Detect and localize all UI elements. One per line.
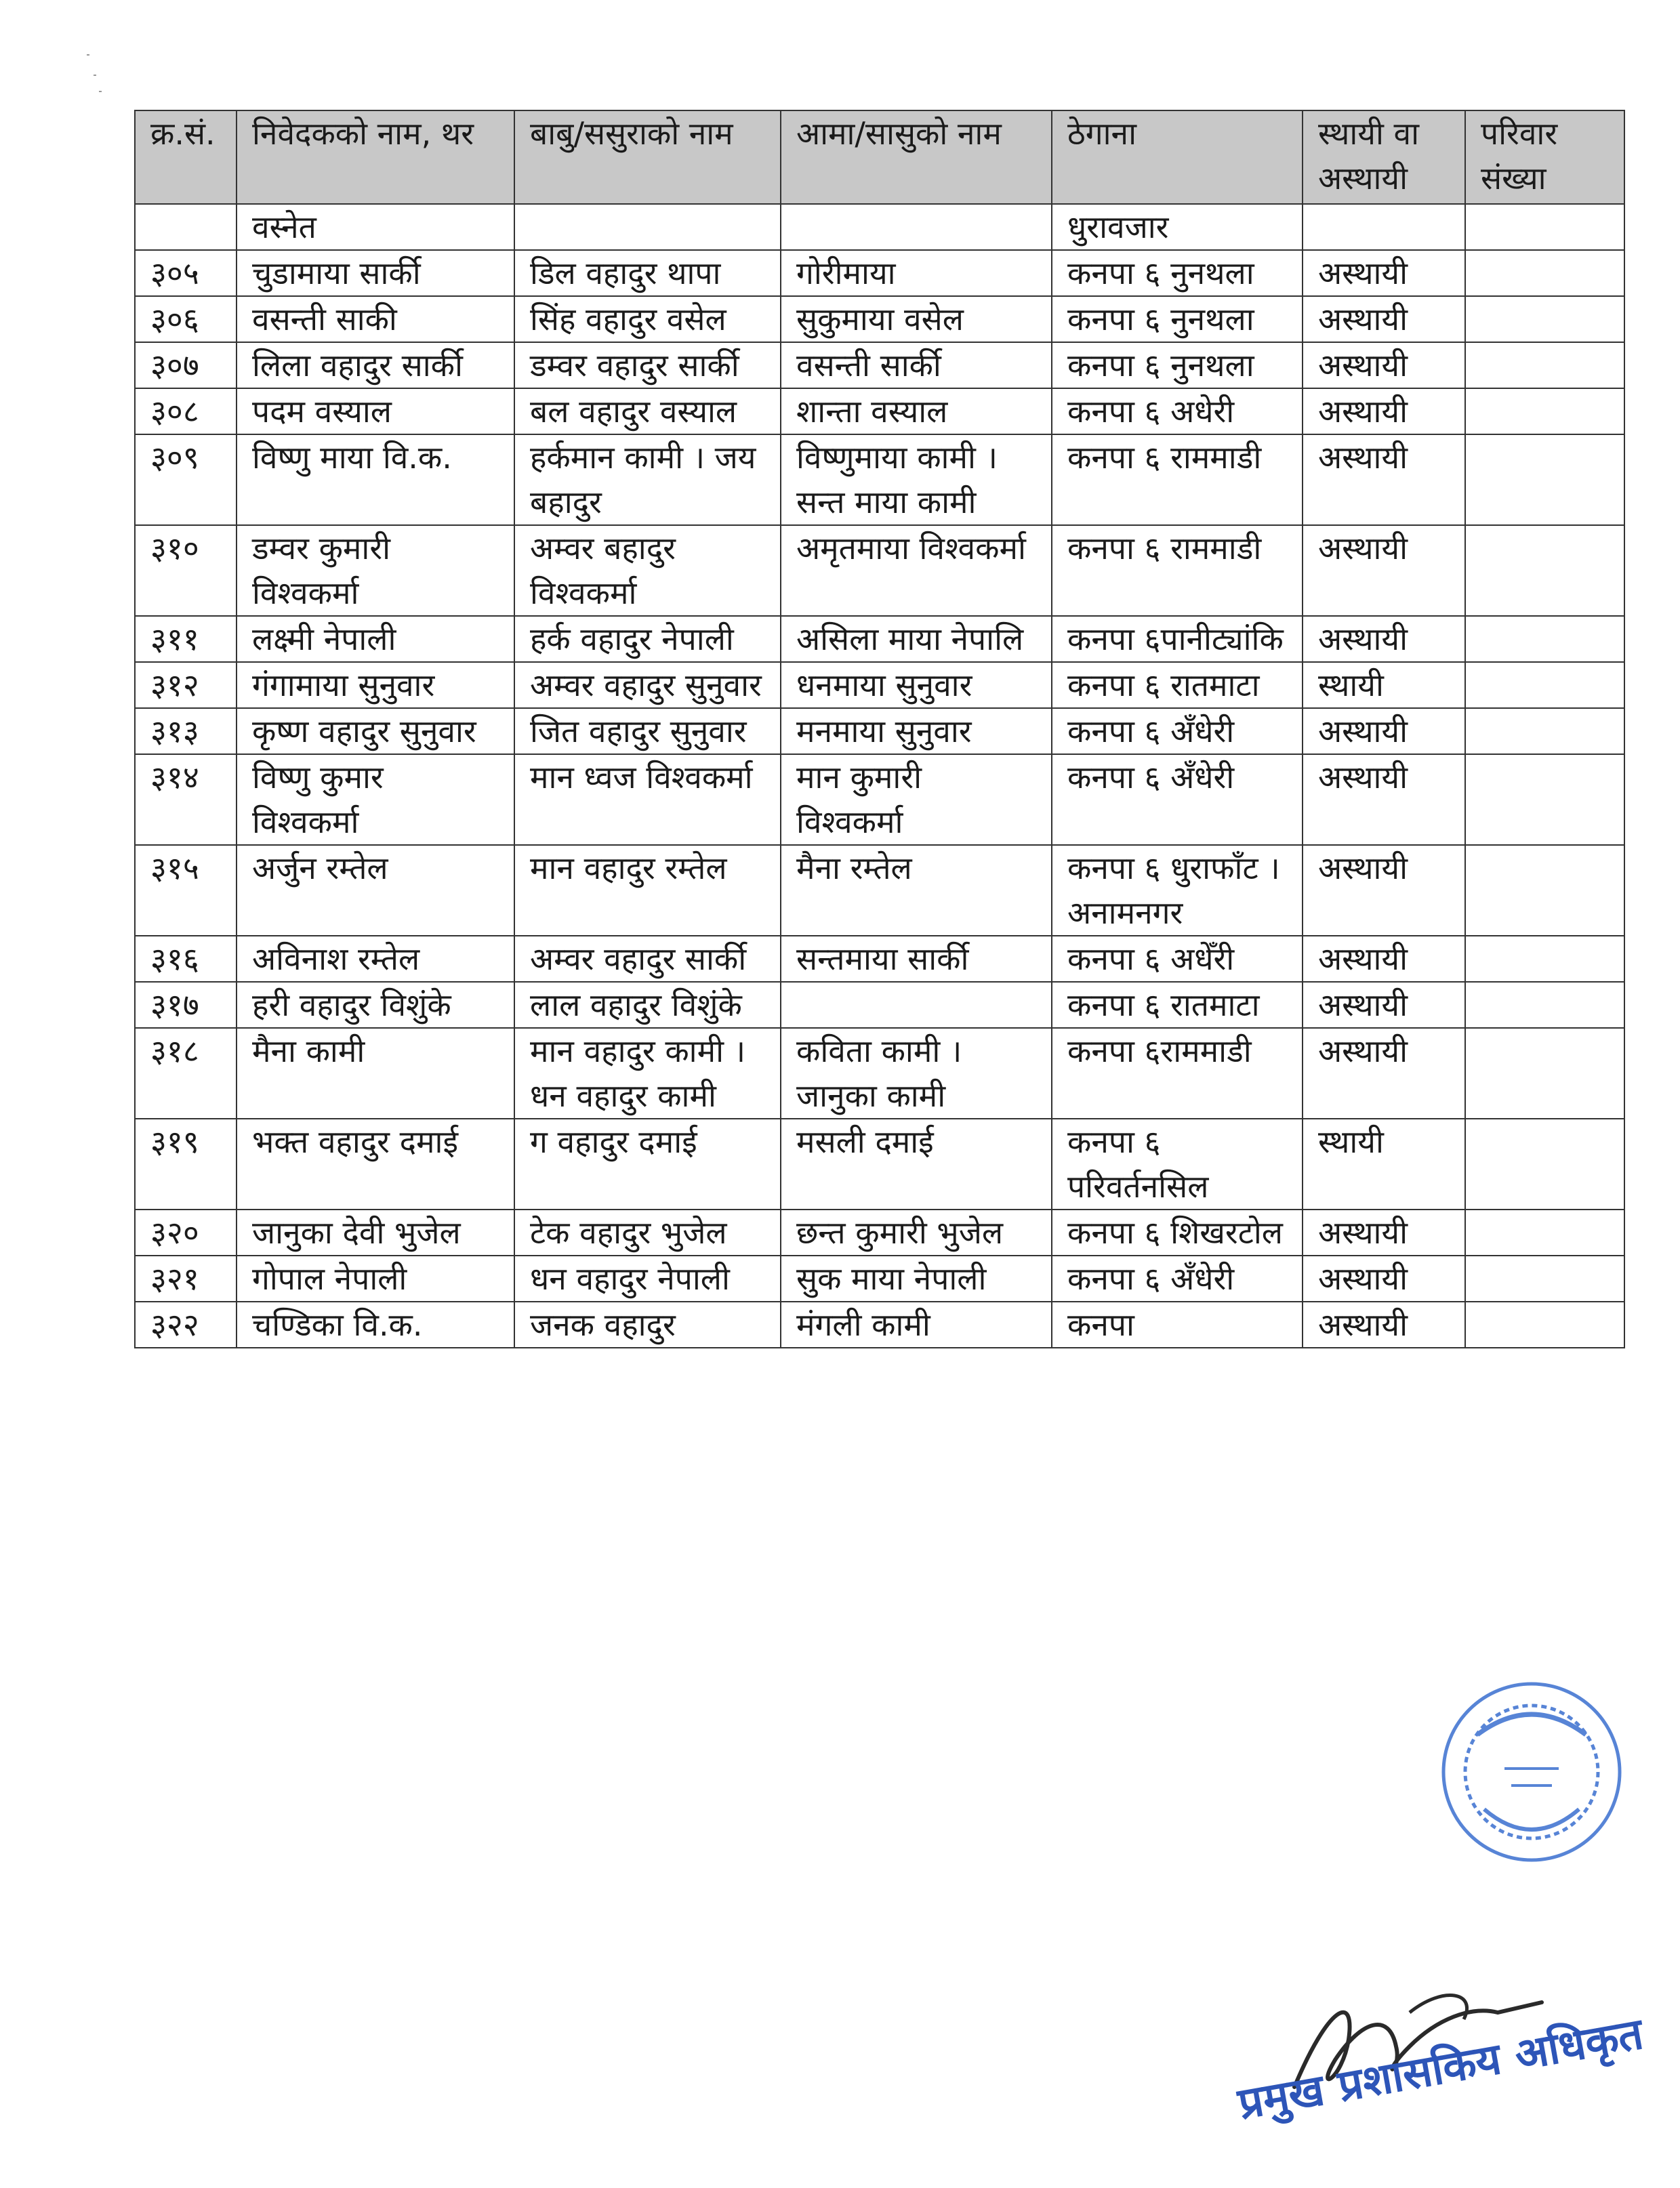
- table-row: [135, 342, 1624, 388]
- father-name-cell: हर्क वहादुर नेपाली: [514, 616, 781, 662]
- address-cell: कनपा ६ अँधेरी: [1052, 754, 1303, 845]
- father-name-cell: अम्वर वहादुर सुनुवार: [514, 662, 781, 708]
- serial-number-cell: ३२२: [135, 1302, 237, 1348]
- applicant-name-cell: हरी वहादुर विशुंके: [237, 982, 514, 1028]
- family-count-cell: [1465, 204, 1624, 250]
- father-name-cell: डम्वर वहादुर सार्की: [514, 342, 781, 388]
- mother-name-cell: गोरीमाया: [781, 250, 1052, 296]
- family-count-cell: [1465, 936, 1624, 982]
- father-name-cell: धन वहादुर नेपाली: [514, 1256, 781, 1302]
- status-cell: अस्थायी: [1303, 1028, 1465, 1119]
- table-row: [135, 662, 1624, 708]
- family-count-cell: [1465, 708, 1624, 754]
- address-cell: कनपा ६ नुनथला: [1052, 296, 1303, 342]
- status-cell: अस्थायी: [1303, 250, 1465, 296]
- mother-name-cell: विष्णुमाया कामी । सन्त माया कामी: [781, 434, 1052, 525]
- address-cell: कनपा ६ नुनथला: [1052, 250, 1303, 296]
- status-cell: अस्थायी: [1303, 936, 1465, 982]
- mother-name-cell: मान कुमारी विश्वकर्मा: [781, 754, 1052, 845]
- signatory-title: प्रमुख प्रशासकिय अधिकृत: [1234, 2008, 1647, 2130]
- serial-number-cell: ३२१: [135, 1256, 237, 1302]
- family-count-cell: [1465, 1302, 1624, 1348]
- father-name-cell: अम्वर वहादुर सार्की: [514, 936, 781, 982]
- header-row: [135, 110, 1624, 204]
- serial-number-cell: ३१३: [135, 708, 237, 754]
- applicant-name-cell: लिला वहादुर सार्की: [237, 342, 514, 388]
- status-cell: अस्थायी: [1303, 296, 1465, 342]
- serial-number-cell: ३१०: [135, 525, 237, 616]
- address-cell: कनपा ६पानीट्यांकि: [1052, 616, 1303, 662]
- mother-name-cell: धनमाया सुनुवार: [781, 662, 1052, 708]
- address-cell: कनपा ६ रातमाटा: [1052, 982, 1303, 1028]
- mother-name-cell: मैना रम्तेल: [781, 845, 1052, 936]
- family-count-cell: [1465, 1256, 1624, 1302]
- serial-number-cell: ३१२: [135, 662, 237, 708]
- father-name-cell: हर्कमान कामी । जय बहादुर: [514, 434, 781, 525]
- serial-number-cell: ३०९: [135, 434, 237, 525]
- father-name-cell: लाल वहादुर विशुंके: [514, 982, 781, 1028]
- father-name-cell: सिंह वहादुर वसेल: [514, 296, 781, 342]
- table-row: [135, 1028, 1624, 1119]
- status-cell: अस्थायी: [1303, 1256, 1465, 1302]
- family-count-cell: [1465, 982, 1624, 1028]
- applicant-name-cell: अर्जुन रम्तेल: [237, 845, 514, 936]
- family-count-cell: [1465, 342, 1624, 388]
- family-count-cell: [1465, 525, 1624, 616]
- table-row: [135, 754, 1624, 845]
- father-name-cell: जनक वहादुर: [514, 1302, 781, 1348]
- family-count-cell: [1465, 754, 1624, 845]
- address-cell: कनपा ६ नुनथला: [1052, 342, 1303, 388]
- applicant-name-cell: विष्णु कुमार विश्वकर्मा: [237, 754, 514, 845]
- mother-name-cell: छन्त कुमारी भुजेल: [781, 1210, 1052, 1256]
- applicant-name-cell: भक्त वहादुर दमाई: [237, 1119, 514, 1210]
- table-row: [135, 845, 1624, 936]
- table-row: [135, 616, 1624, 662]
- table-row: [135, 936, 1624, 982]
- family-count-cell: [1465, 1028, 1624, 1119]
- serial-number-cell: ३१५: [135, 845, 237, 936]
- applicant-name-cell: जानुका देवी भुजेल: [237, 1210, 514, 1256]
- father-name-cell: मान वहादुर रम्तेल: [514, 845, 781, 936]
- applicant-name-cell: वसन्ती साकी: [237, 296, 514, 342]
- family-count-cell: [1465, 845, 1624, 936]
- mother-name-cell: मंगली कामी: [781, 1302, 1052, 1348]
- status-cell: अस्थायी: [1303, 525, 1465, 616]
- column-header: बाबु/ससुराको नाम: [514, 110, 781, 204]
- table-row: [135, 525, 1624, 616]
- table-row: [135, 296, 1624, 342]
- status-cell: अस्थायी: [1303, 1210, 1465, 1256]
- family-count-cell: [1465, 1210, 1624, 1256]
- applicant-name-cell: मैना कामी: [237, 1028, 514, 1119]
- father-name-cell: अम्वर बहादुर विश्वकर्मा: [514, 525, 781, 616]
- serial-number-cell: ३०८: [135, 388, 237, 434]
- serial-number-cell: ३११: [135, 616, 237, 662]
- table-body: [135, 204, 1624, 1348]
- serial-number-cell: ३१६: [135, 936, 237, 982]
- mother-name-cell: सुकुमाया वसेल: [781, 296, 1052, 342]
- status-cell: अस्थायी: [1303, 342, 1465, 388]
- applicant-name-cell: वस्नेत: [237, 204, 514, 250]
- status-cell: अस्थायी: [1303, 982, 1465, 1028]
- mother-name-cell: [781, 982, 1052, 1028]
- status-cell: अस्थायी: [1303, 708, 1465, 754]
- applicant-name-cell: डम्वर कुमारी विश्वकर्मा: [237, 525, 514, 616]
- status-cell: अस्थायी: [1303, 1302, 1465, 1348]
- serial-number-cell: [135, 204, 237, 250]
- status-cell: अस्थायी: [1303, 616, 1465, 662]
- table-header: [135, 110, 1624, 204]
- serial-number-cell: ३१७: [135, 982, 237, 1028]
- applicant-name-cell: चण्डिका वि.क.: [237, 1302, 514, 1348]
- status-cell: अस्थायी: [1303, 845, 1465, 936]
- applicant-name-cell: चुडामाया सार्की: [237, 250, 514, 296]
- family-count-cell: [1465, 1119, 1624, 1210]
- serial-number-cell: ३१८: [135, 1028, 237, 1119]
- address-cell: कनपा ६ धुराफाँट ।अनामनगर: [1052, 845, 1303, 936]
- serial-number-cell: ३१४: [135, 754, 237, 845]
- serial-number-cell: ३२०: [135, 1210, 237, 1256]
- family-count-cell: [1465, 388, 1624, 434]
- address-cell: कनपा ६ राममाडी: [1052, 525, 1303, 616]
- father-name-cell: [514, 204, 781, 250]
- mother-name-cell: सुक माया नेपाली: [781, 1256, 1052, 1302]
- mother-name-cell: वसन्ती सार्की: [781, 342, 1052, 388]
- family-count-cell: [1465, 662, 1624, 708]
- status-cell: स्थायी: [1303, 662, 1465, 708]
- mother-name-cell: शान्ता वस्याल: [781, 388, 1052, 434]
- address-cell: कनपा ६ परिवर्तनसिल: [1052, 1119, 1303, 1210]
- family-count-cell: [1465, 434, 1624, 525]
- family-count-cell: [1465, 250, 1624, 296]
- table-row: [135, 1119, 1624, 1210]
- serial-number-cell: ३०६: [135, 296, 237, 342]
- father-name-cell: डिल वहादुर थापा: [514, 250, 781, 296]
- serial-number-cell: ३०५: [135, 250, 237, 296]
- serial-number-cell: ३०७: [135, 342, 237, 388]
- applicant-register-table: [134, 110, 1625, 1348]
- mother-name-cell: मनमाया सुनुवार: [781, 708, 1052, 754]
- address-cell: कनपा ६ अधेरी: [1052, 388, 1303, 434]
- status-cell: [1303, 204, 1465, 250]
- mother-name-cell: कविता कामी । जानुका कामी: [781, 1028, 1052, 1119]
- column-header: स्थायी वा अस्थायी: [1303, 110, 1465, 204]
- applicant-name-cell: गोपाल नेपाली: [237, 1256, 514, 1302]
- applicant-name-cell: विष्णु माया वि.क.: [237, 434, 514, 525]
- mother-name-cell: [781, 204, 1052, 250]
- address-cell: कनपा ६ रातमाटा: [1052, 662, 1303, 708]
- father-name-cell: मान वहादुर कामी । धन वहादुर कामी: [514, 1028, 781, 1119]
- column-header: परिवार संख्या: [1465, 110, 1624, 204]
- address-cell: कनपा ६ राममाडी: [1052, 434, 1303, 525]
- table-row: [135, 204, 1624, 250]
- family-count-cell: [1465, 296, 1624, 342]
- address-cell: धुरावजार: [1052, 204, 1303, 250]
- address-cell: कनपा ६ अँधेरी: [1052, 708, 1303, 754]
- table-row: [135, 1210, 1624, 1256]
- address-cell: कनपा ६राममाडी: [1052, 1028, 1303, 1119]
- table-row: [135, 388, 1624, 434]
- serial-number-cell: ३१९: [135, 1119, 237, 1210]
- column-header: आमा/सासुको नाम: [781, 110, 1052, 204]
- father-name-cell: टेक वहादुर भुजेल: [514, 1210, 781, 1256]
- address-cell: कनपा: [1052, 1302, 1303, 1348]
- table-row: [135, 708, 1624, 754]
- column-header: निवेदकको नाम, थर: [237, 110, 514, 204]
- table-row: [135, 434, 1624, 525]
- status-cell: अस्थायी: [1303, 388, 1465, 434]
- mother-name-cell: अमृतमाया विश्वकर्मा: [781, 525, 1052, 616]
- column-header: ठेगाना: [1052, 110, 1303, 204]
- status-cell: अस्थायी: [1303, 754, 1465, 845]
- table-row: [135, 982, 1624, 1028]
- father-name-cell: मान ध्वज विश्वकर्मा: [514, 754, 781, 845]
- applicant-name-cell: अविनाश रम्तेल: [237, 936, 514, 982]
- applicant-name-cell: लक्ष्मी नेपाली: [237, 616, 514, 662]
- column-header: क्र.सं.: [135, 110, 237, 204]
- father-name-cell: जित वहादुर सुनुवार: [514, 708, 781, 754]
- applicant-name-cell: कृष्ण वहादुर सुनुवार: [237, 708, 514, 754]
- status-cell: अस्थायी: [1303, 434, 1465, 525]
- father-name-cell: बल वहादुर वस्याल: [514, 388, 781, 434]
- applicant-name-cell: पदम वस्याल: [237, 388, 514, 434]
- mother-name-cell: मसली दमाई: [781, 1119, 1052, 1210]
- address-cell: कनपा ६ शिखरटोल: [1052, 1210, 1303, 1256]
- family-count-cell: [1465, 616, 1624, 662]
- mother-name-cell: सन्तमाया सार्की: [781, 936, 1052, 982]
- address-cell: कनपा ६ अँधेरी: [1052, 1256, 1303, 1302]
- scan-specks: [81, 47, 108, 102]
- table-row: [135, 250, 1624, 296]
- table-row: [135, 1302, 1624, 1348]
- mother-name-cell: असिला माया नेपालि: [781, 616, 1052, 662]
- applicant-name-cell: गंगामाया सुनुवार: [237, 662, 514, 708]
- address-cell: कनपा ६ अधेँरी: [1052, 936, 1303, 982]
- table-row: [135, 1256, 1624, 1302]
- office-stamp: [1430, 1653, 1633, 1891]
- status-cell: स्थायी: [1303, 1119, 1465, 1210]
- father-name-cell: ग वहादुर दमाई: [514, 1119, 781, 1210]
